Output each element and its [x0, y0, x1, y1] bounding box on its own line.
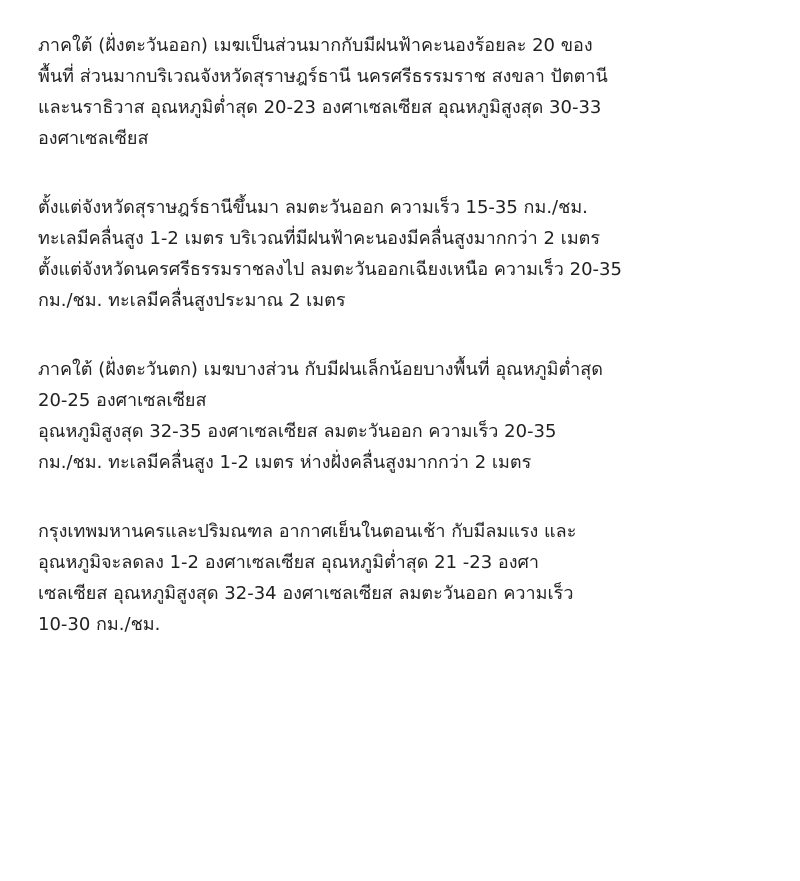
text-line: 10-30 กม./ชม. — [38, 614, 161, 635]
text-line: อุณหภูมิสูงสุด 32-35 องศาเซลเซียส ลมตะวันออก ความเร็ว 20-35 — [38, 421, 557, 442]
text-line: องศาเซลเซียส — [38, 128, 149, 149]
text-line: 20-25 องศาเซลเซียส — [38, 390, 207, 411]
text-line: ภาคใต้ (ฝั่งตะวันออก) เมฆเป็นส่วนมากกับมีฝนฟ้าคะนองร้อยละ 20 ของ — [38, 35, 593, 56]
text-line: อุณหภูมิจะลดลง 1-2 องศาเซลเซียส อุณหภูมิต่ำสุด 21 -23 องศา — [38, 552, 540, 573]
text-line: กม./ชม. ทะเลมีคลื่นสูงประมาณ 2 เมตร — [38, 290, 346, 311]
paragraph-bangkok — [38, 516, 788, 640]
paragraph-wind-and-waves — [38, 192, 788, 316]
weather-forecast-text — [38, 30, 788, 678]
text-line: ตั้งแต่จังหวัดนครศรีธรรมราชลงไป ลมตะวันออกเฉียงเหนือ ความเร็ว 20-35 — [38, 259, 622, 280]
text-line: เซลเซียส อุณหภูมิสูงสุด 32-34 องศาเซลเซียส ลมตะวันออก ความเร็ว — [38, 583, 574, 604]
text-line: ตั้งแต่จังหวัดสุราษฎร์ธานีขึ้นมา ลมตะวันออก ความเร็ว 15-35 กม./ชม. — [38, 197, 588, 218]
paragraph-south-east-coast — [38, 30, 788, 154]
text-line: และนราธิวาส อุณหภูมิต่ำสุด 20-23 องศาเซลเซียส อุณหภูมิสูงสุด 30-33 — [38, 97, 602, 118]
text-line: พื้นที่ ส่วนมากบริเวณจังหวัดสุราษฎร์ธานี นครศรีธรรมราช สงขลา ปัตตานี — [38, 66, 608, 87]
text-line: กรุงเทพมหานครและปริมณฑล อากาศเย็นในตอนเช้า กับมีลมแรง และ — [38, 521, 577, 542]
paragraph-south-west-coast — [38, 354, 788, 478]
text-line: ทะเลมีคลื่นสูง 1-2 เมตร บริเวณที่มีฝนฟ้าคะนองมีคลื่นสูงมากกว่า 2 เมตร — [38, 228, 601, 249]
text-line: ภาคใต้ (ฝั่งตะวันตก) เมฆบางส่วน กับมีฝนเล็กน้อยบางพื้นที่ อุณหภูมิต่ำสุด — [38, 359, 603, 380]
text-line: กม./ชม. ทะเลมีคลื่นสูง 1-2 เมตร ห่างฝั่งคลื่นสูงมากกว่า 2 เมตร — [38, 452, 532, 473]
